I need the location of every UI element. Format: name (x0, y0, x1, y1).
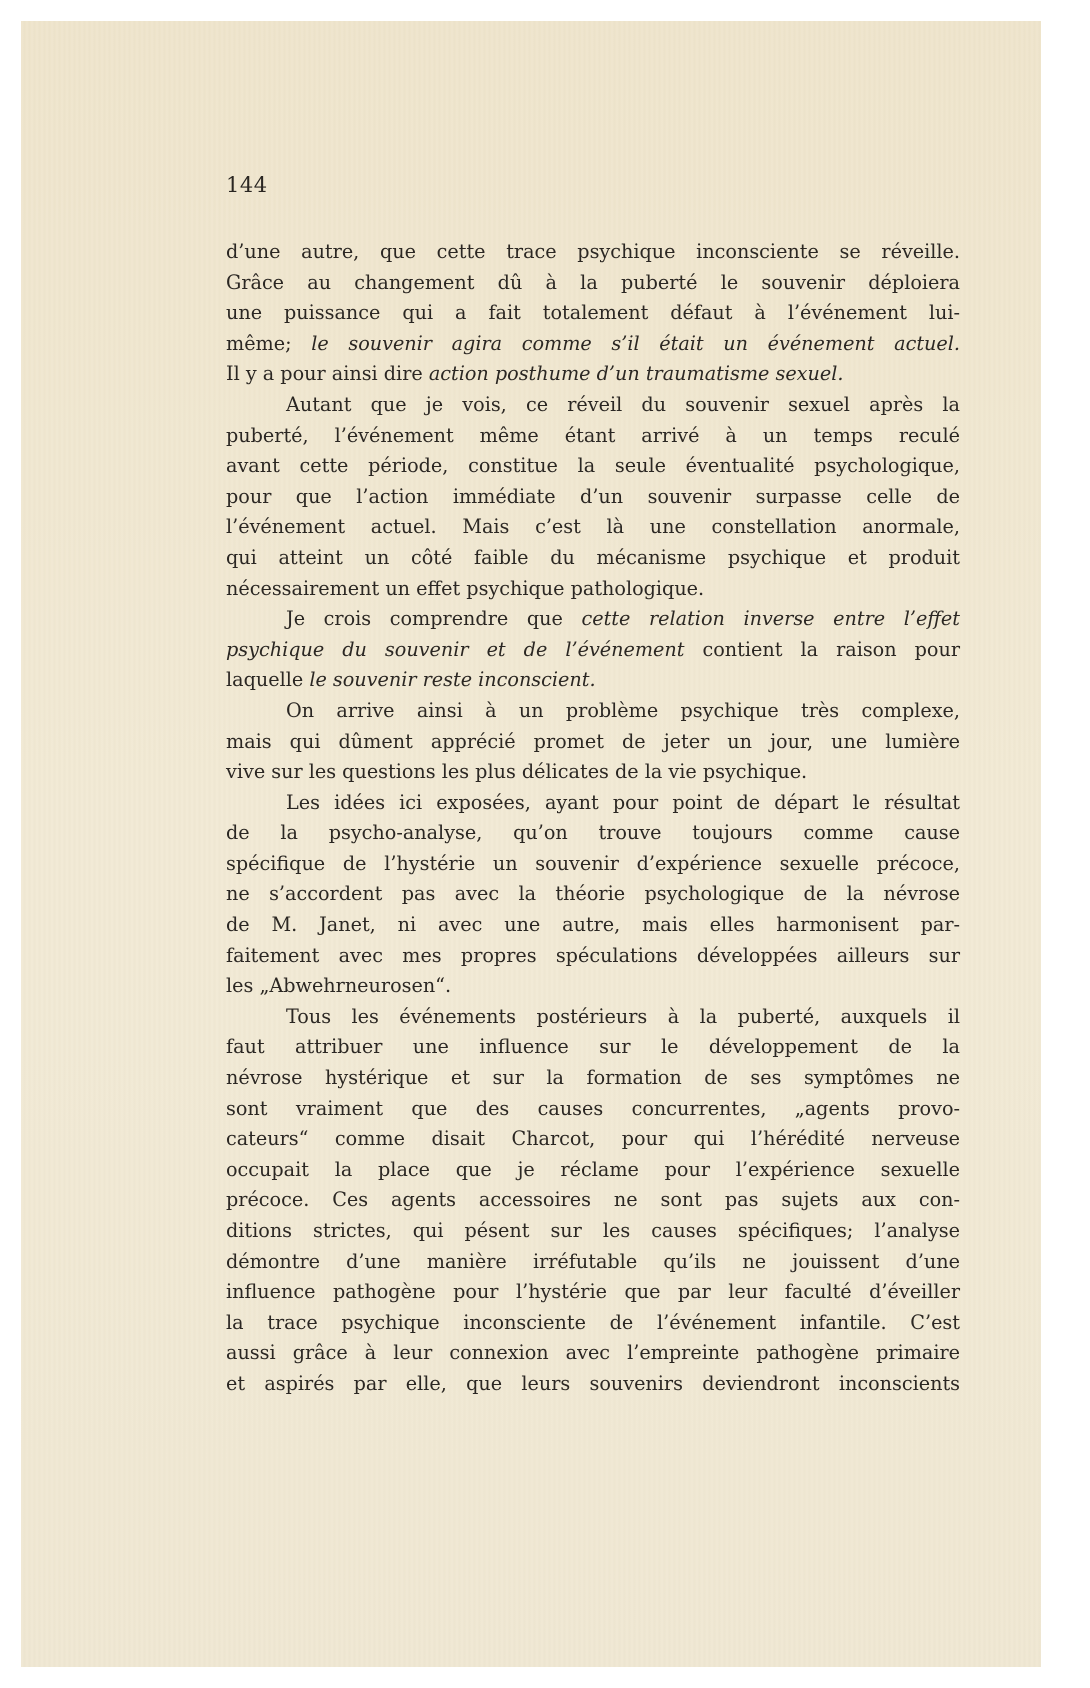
text-span: Je crois comprendre que (286, 607, 582, 631)
text-line (226, 879, 960, 910)
text-line (226, 788, 960, 819)
text-line (226, 941, 960, 972)
body-text (226, 237, 960, 1400)
text-line (226, 971, 960, 1002)
text-span: une puissance qui a fait totalement défaut à l’événement lui- (226, 301, 960, 325)
text-span: ditions strictes, qui pésent sur les causes spécifiques; l’analyse (226, 1219, 960, 1242)
text-line (226, 1094, 960, 1125)
text-line (226, 910, 960, 941)
text-span: aussi grâce à leur connexion avec l’empreinte pathogène primaire (226, 1341, 960, 1365)
text-span: Grâce au changement dû à la puberté le souvenir déploiera (226, 270, 960, 294)
text-span: précoce. Ces agents accessoires ne sont pas sujets aux con- (226, 1188, 960, 1212)
text-line (226, 1369, 960, 1400)
text-span: de M. Janet, ni avec une autre, mais elles harmonisent par- (226, 913, 960, 937)
text-line (226, 1216, 960, 1247)
text-line (226, 1002, 960, 1033)
text-span: l’événement actuel. Mais c’est là une constellation anormale, (226, 515, 960, 539)
text-line (226, 635, 960, 666)
text-span: névrose hystérique et sur la formation de ses symptômes ne (226, 1066, 960, 1090)
text-span: faitement avec mes propres spéculations développées ailleurs sur (226, 943, 960, 967)
text-span: et aspirés par elle, que leurs souvenirs deviendront inconscients (226, 1371, 960, 1395)
text-line (226, 1124, 960, 1155)
italic-text: action posthume d’un traumatisme sexuel. (428, 362, 844, 386)
text-line (226, 1247, 960, 1278)
text-span: influence pathogène pour l’hystérie que par leur faculté d’éveiller (226, 1280, 960, 1304)
text-line (226, 1277, 960, 1308)
text-span: démontre d’une manière irréfutable qu’ils ne jouissent d’une (226, 1249, 960, 1273)
text-line (226, 390, 960, 421)
text-line (226, 543, 960, 574)
text-span: nécessairement un effet psychique pathologique. (226, 576, 705, 600)
text-span: Autant que je vois, ce réveil du souvenir sexuel après la (286, 392, 960, 416)
text-span: contient la raison pour (684, 637, 960, 661)
text-line (226, 574, 960, 605)
italic-text: le souvenir reste inconscient. (309, 668, 596, 692)
italic-text: cette relation inverse entre l’effet (581, 607, 960, 631)
text-span: sont vraiment que des causes concurrentes, „agents provo- (226, 1096, 960, 1120)
text-span: spécifique de l’hystérie un souvenir d’expérience sexuelle précoce, (226, 851, 960, 875)
text-line (226, 757, 960, 788)
text-line (226, 329, 960, 360)
text-line (226, 604, 960, 635)
text-span: Les idées ici exposées, ayant pour point de départ le résultat (286, 790, 960, 814)
text-line (226, 482, 960, 513)
text-line (226, 1308, 960, 1339)
text-line (226, 1063, 960, 1094)
text-line (226, 665, 960, 696)
text-line (226, 512, 960, 543)
text-span: avant cette période, constitue la seule éventualité psychologique, (226, 454, 960, 478)
text-line (226, 1338, 960, 1369)
text-span: laquelle (226, 668, 310, 692)
text-line (226, 359, 960, 390)
text-line (226, 421, 960, 452)
text-span: occupait la place que je réclame pour l’expérience sexuelle (226, 1157, 960, 1181)
text-span: mais qui dûment apprécié promet de jeter un jour, une lumière (226, 729, 960, 753)
text-line (226, 237, 960, 268)
text-line (226, 1155, 960, 1186)
text-line (226, 696, 960, 727)
text-span: la trace psychique inconsciente de l’événement infantile. C’est (226, 1310, 960, 1334)
italic-text: psychique du souvenir et de l’événement (226, 637, 685, 661)
italic-text: le souvenir agira comme s’il était un événement actuel. (311, 331, 960, 355)
text-span: Il y a pour ainsi dire (226, 362, 429, 386)
text-span: faut attribuer une influence sur le développement de la (226, 1035, 960, 1059)
text-line (226, 1185, 960, 1216)
text-line (226, 1032, 960, 1063)
text-line (226, 298, 960, 329)
text-span: qui atteint un côté faible du mécanisme psychique et produit (226, 545, 960, 569)
text-span: ne s’accordent pas avec la théorie psychologique de la névrose (226, 882, 960, 906)
text-span: même; (226, 331, 312, 355)
text-span: pour que l’action immédiate d’un souvenir surpasse celle de (226, 484, 960, 508)
text-line (226, 727, 960, 758)
text-span: Tous les événements postérieurs à la puberté, auxquels il (286, 1004, 960, 1028)
text-span: cateurs“ comme disait Charcot, pour qui l’hérédité nerveuse (226, 1127, 960, 1151)
text-line (226, 451, 960, 482)
text-line (226, 849, 960, 880)
text-line (226, 818, 960, 849)
page-number: 144 (226, 173, 268, 197)
text-span: puberté, l’événement même étant arrivé à un temps reculé (226, 423, 960, 447)
text-span: On arrive ainsi à un problème psychique très complexe, (286, 698, 960, 722)
text-span: vive sur les questions les plus délicates de la vie psychique. (226, 760, 808, 784)
text-span: les „Abwehrneurosen“. (226, 974, 452, 998)
book-page (21, 21, 1041, 1667)
text-line (226, 268, 960, 299)
text-span: de la psycho-analyse, qu’on trouve toujours comme cause (226, 821, 960, 845)
text-span: d’une autre, que cette trace psychique inconsciente se réveille. (226, 240, 960, 263)
